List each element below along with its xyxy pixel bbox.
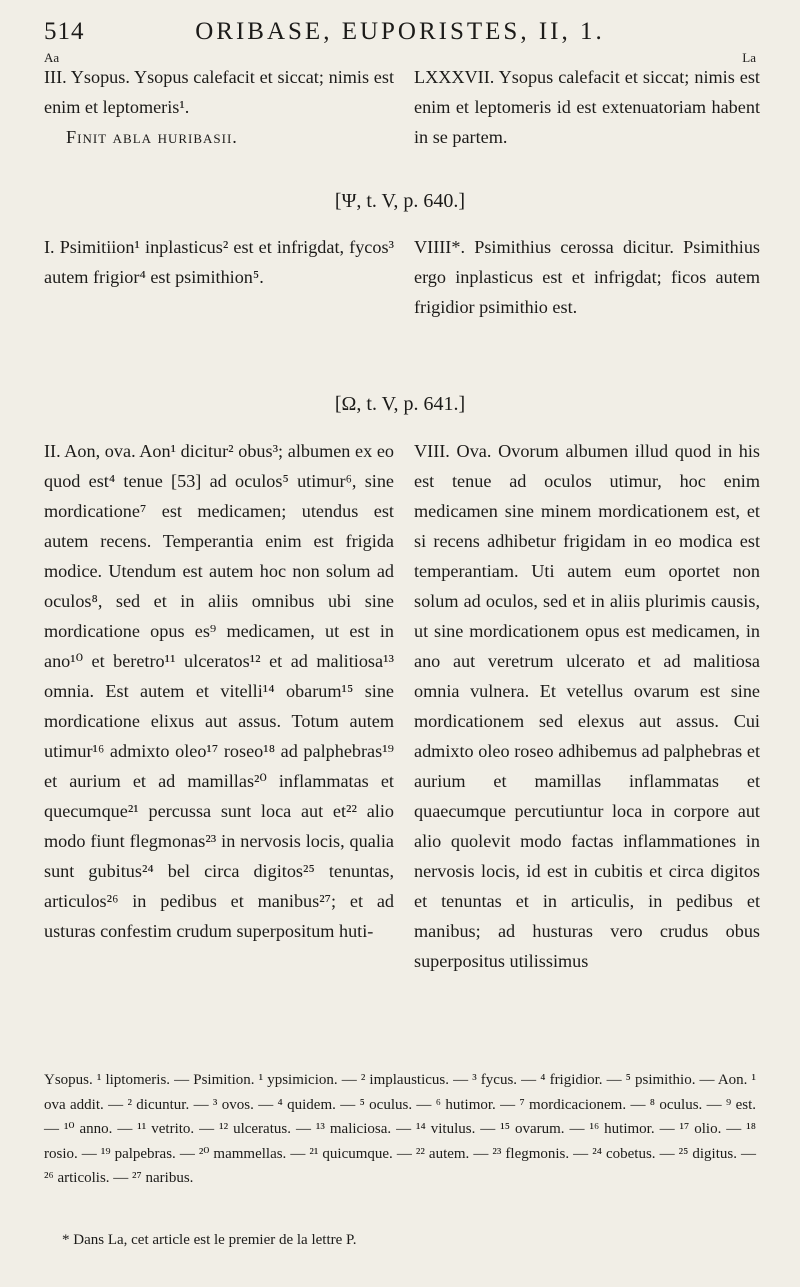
manuscript-siglum-left: Aa	[44, 50, 60, 65]
page-header	[44, 18, 756, 52]
psimithius-paragraph-right: VIIII*. Psimithius cerossa dicitur. Psimithius ergo inplasticus est et infrigdat; ficos autem frigidior psimithio est.	[414, 237, 760, 317]
ysopus-paragraph-right: LXXXVII. Ysopus calefacit et siccat; nimis est enim et leptomeris id est extenuatoriam habent in se partem.	[414, 67, 760, 147]
aon-paragraph-left: II. Aon, ova. Aon¹ dicitur² obus³; albumen ex eo quod est⁴ tenue [53] ad oculos⁵ utimur⁶, sine mordicatione⁷ est medicamen; utendus est autem recens. Temperantia enim est frigida modice. Utendum est autem hoc non solum ad oculos⁸, sed et in aliis omnibus ubi sine mordicatione opus es⁹ medicamen, ut est in ano¹⁰ et beretro¹¹ ulceratos¹² et ad malitiosa¹³ omnia. Est autem et vitelli¹⁴ obarum¹⁵ sine mordicatione elixus aut assus. Totum autem utimur¹⁶ admixto oleo¹⁷ roseo¹⁸ ad palphebras¹⁹ et aurium et ad mamillas²⁰ inflammatas et quecumque²¹ percussa sunt loca aut et²² alio modo fiunt flegmonas²³ in nervosis locis, qualia sunt gubitus²⁴ bel circa digitos²⁵ tenuntas, articulos²⁶ in pedibus et manibus²⁷; et ad usturas confestim crudum superpositum huti-	[44, 441, 394, 941]
star-footnote: * Dans La, cet article est le premier de la lettre P.	[62, 1232, 357, 1248]
left-column-psimithion	[44, 232, 394, 292]
page-number: 514	[44, 18, 85, 45]
finit-line: Finit abla huribasii.	[66, 127, 238, 147]
right-column-psimithius	[414, 232, 760, 322]
critical-apparatus: Ysopus. ¹ liptomeris. — Psimition. ¹ ypsimicion. — ² implausticus. — ³ fycus. — ⁴ frigidior. — ⁵ psimithio. — Aon. ¹ ova addit. — ² dicuntur. — ³ ovos. — ⁴ quidem. — ⁵ oculus. — ⁶ hutimor. — ⁷ mordicacionem. — ⁸ oculus. — ⁹ est. — ¹⁰ anno. — ¹¹ vetrito. — ¹² ulceratus. — ¹³ maliciosa. — ¹⁴ vitulus. — ¹⁵ ovarum. — ¹⁶ hutimor. — ¹⁷ olio. — ¹⁸ rosio. — ¹⁹ palpebras. — ²⁰ mammellas. — ²¹ quicumque. — ²² autem. — ²³ flegmonis. — ²⁴ cobetus. — ²⁵ digitus. — ²⁶ articolis. — ²⁷ naribus.	[44, 1072, 756, 1186]
right-column-ysopus	[414, 62, 760, 152]
psimithion-paragraph-left: I. Psimitiion¹ inplasticus² est et infrigdat, fycos³ autem frigior⁴ est psimithion⁵.	[44, 237, 394, 287]
ova-paragraph-right: VIII. Ova. Ovorum albumen illud quod in his est tenue ad oculos utimur, hoc enim medicamen sine minem mordicationem est, et si recens adhibetur frigidam in eo modica est temperantiam. Uti autem eum oportet non solum ad oculos, sed et in aliis plurimis causis, ut sine mordicationem opus est medicamen, in ano aut veretrum ulcerato et ad malitiosa omnia vulnera. Et vetellus ovarum est sine mordicationem sed elexus aut assus. Cui admixto oleo roseo adhibemus ad palphebras et aurium et mamillas inflammatas et quaecumque percutiuntur loca in corpore aut alio quolevit modo factas inflammationes in nervosis locis, id est in cubitis et circa digitos et tenuntas et in articulis, in pedibus et manibus; ad husturas vero crudus obus superpositus utilissimus	[414, 441, 760, 971]
running-head: ORIBASE, EUPORISTES, II, 1.	[195, 18, 605, 45]
left-column-aon	[44, 436, 394, 946]
section-heading-omega: [Ω, t. V, p. 641.]	[334, 393, 466, 415]
section-heading-psi: [Ψ, t. V, p. 640.]	[334, 190, 466, 212]
manuscript-siglum-right: La	[742, 50, 756, 65]
ysopus-paragraph-left: III. Ysopus. Ysopus calefacit et siccat; nimis est enim et leptomeris¹.	[44, 67, 394, 117]
right-column-ova	[414, 436, 760, 976]
left-column-ysopus	[44, 62, 394, 152]
